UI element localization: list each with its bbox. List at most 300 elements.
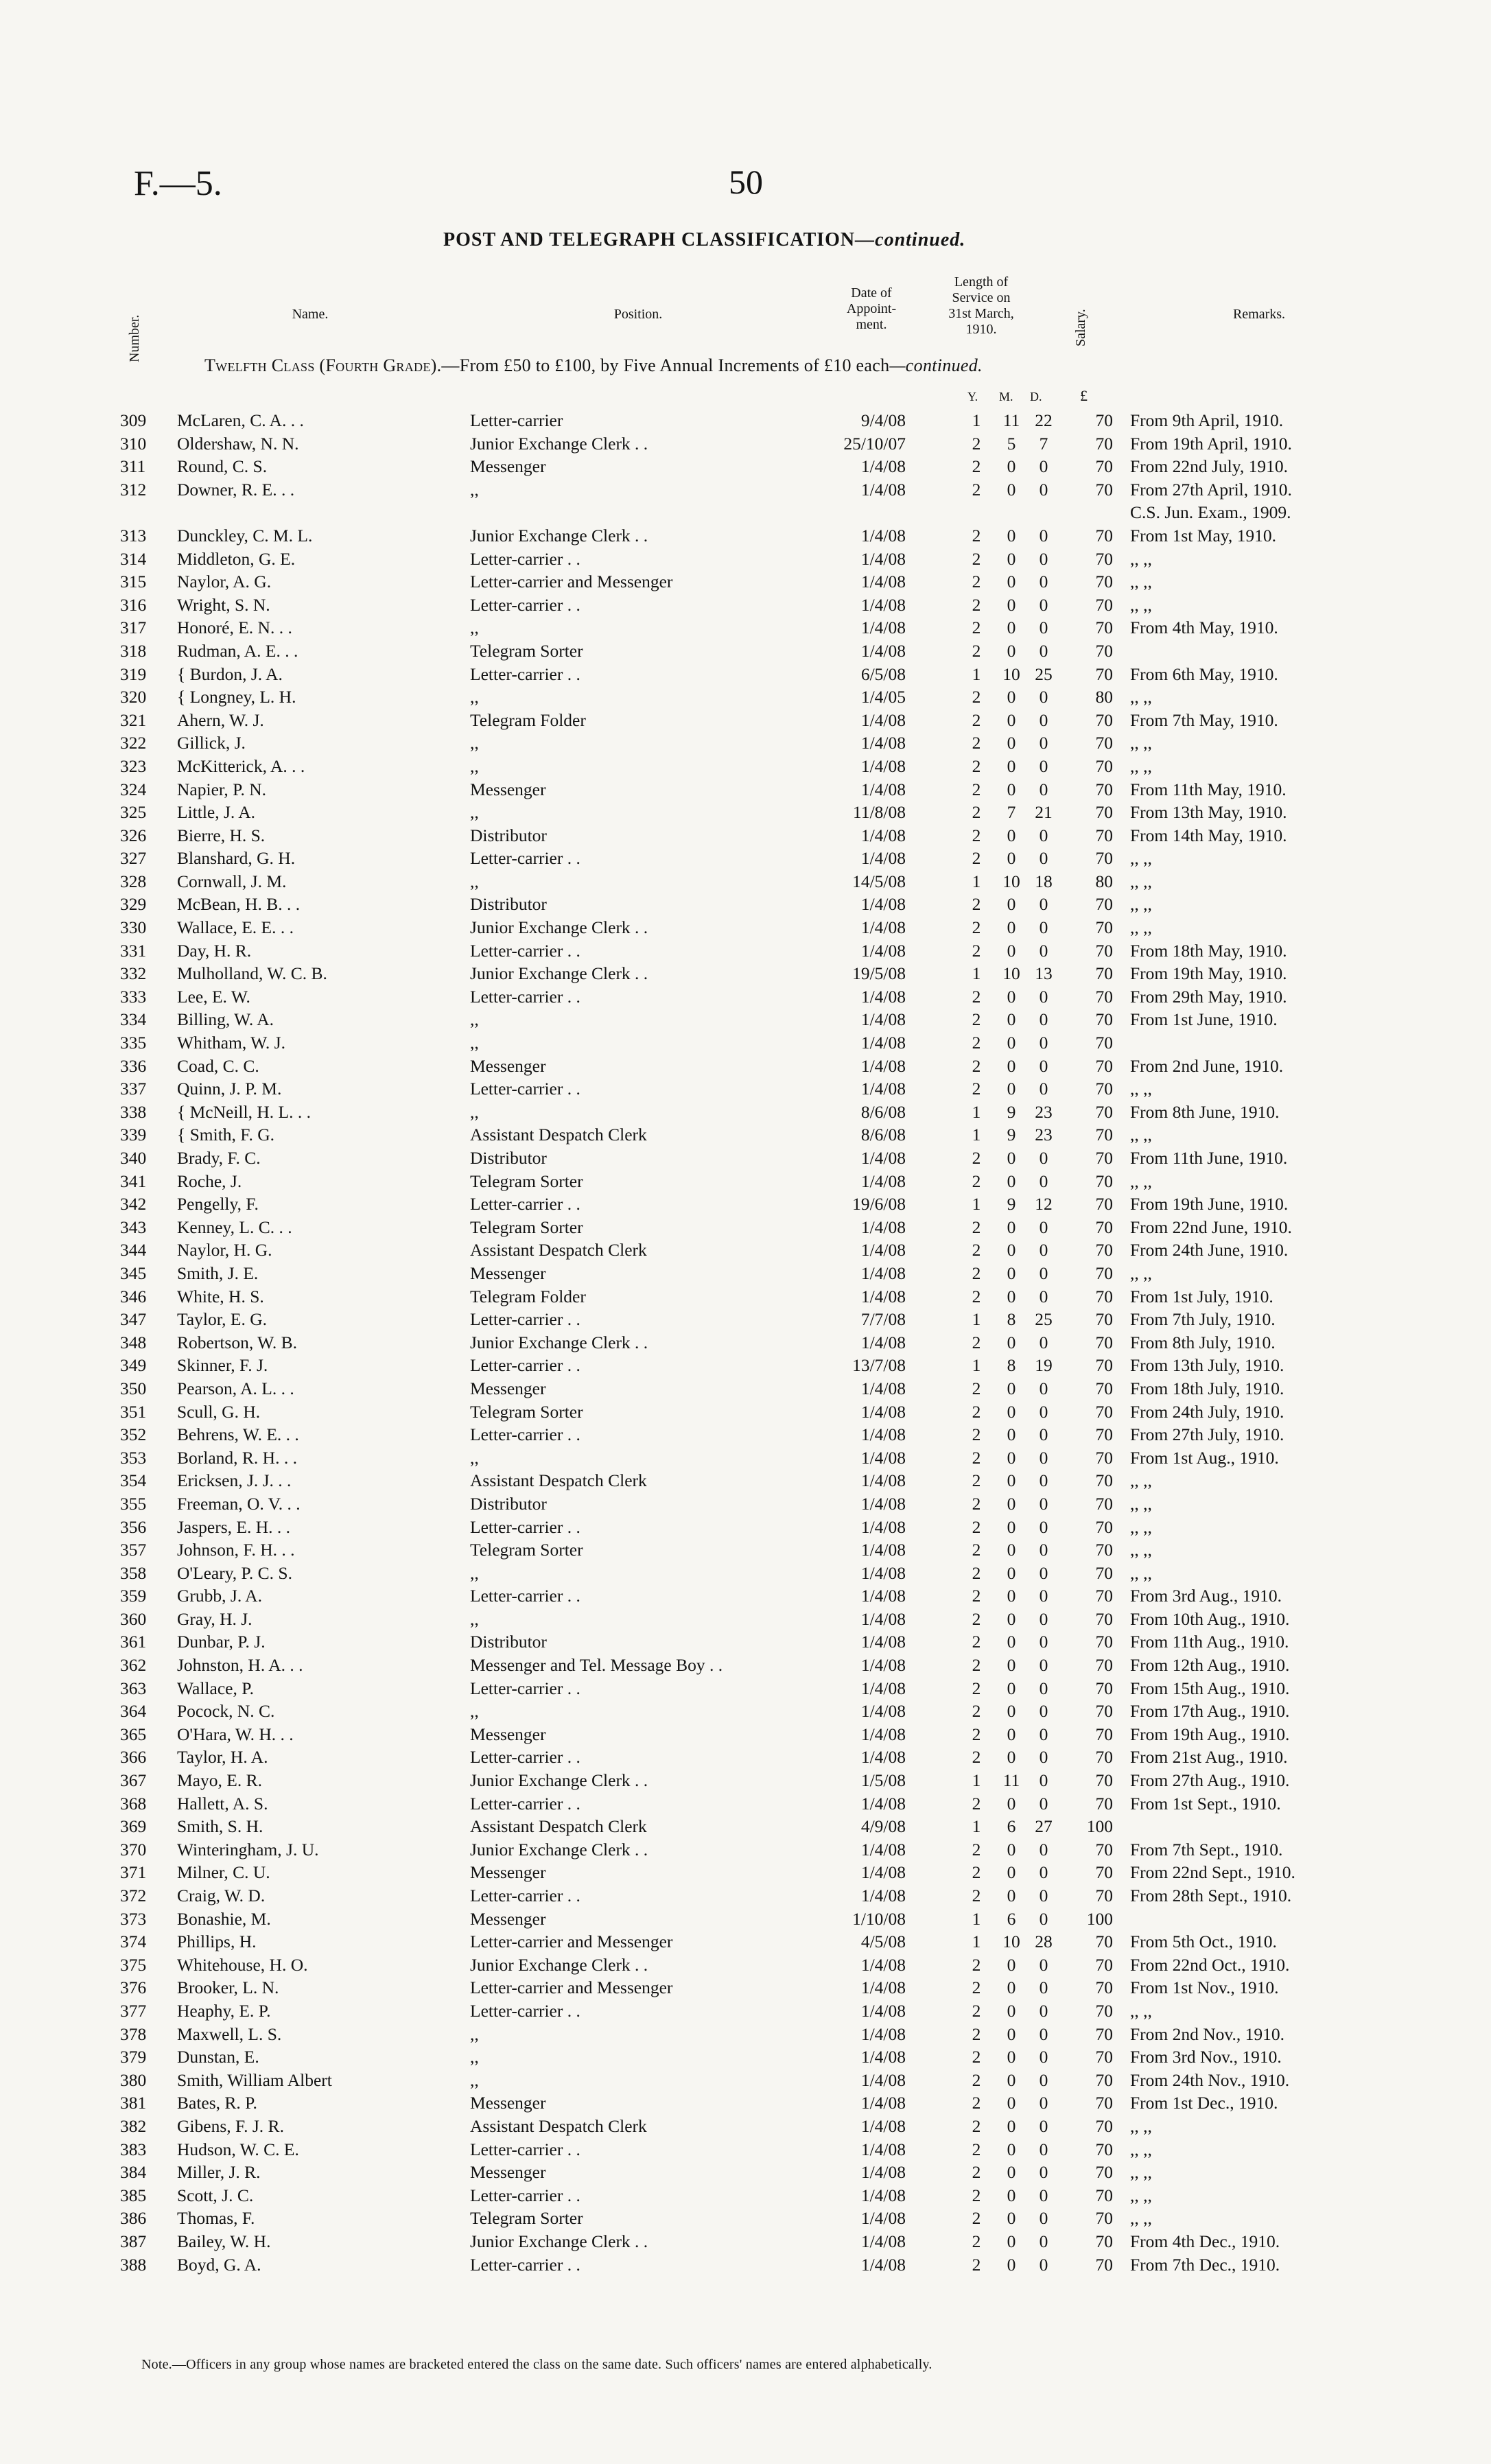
service-days: 13 [1035, 963, 1053, 984]
salary: 100 [1086, 1816, 1113, 1837]
service-months: 0 [1007, 1540, 1016, 1560]
service-days: 0 [1039, 1978, 1048, 1998]
row-number: 354 [120, 1470, 147, 1491]
appointment-date: 1/4/08 [860, 456, 906, 477]
service-years: 2 [972, 1263, 981, 1283]
unit-years: Y. [967, 390, 978, 403]
officer-name: Skinner, F. J. [177, 1355, 268, 1376]
row-number: 373 [120, 1908, 147, 1929]
table-row [110, 1009, 1400, 1033]
officer-position: ,, [470, 1033, 479, 1053]
service-years: 1 [972, 1770, 981, 1791]
remarks: ,, ,, [1130, 755, 1152, 776]
service-days: 0 [1039, 986, 1048, 1007]
row-number: 380 [120, 2069, 147, 2090]
appointment-date: 1/4/08 [860, 640, 906, 661]
remarks: From 2nd Nov., 1910. [1130, 2023, 1285, 2044]
officer-name: Robertson, W. B. [177, 1332, 297, 1352]
service-days: 0 [1039, 1240, 1048, 1260]
service-years: 2 [972, 1608, 981, 1629]
remarks: ,, ,, [1130, 2185, 1152, 2205]
table-row [110, 664, 1400, 688]
service-months: 9 [1007, 1125, 1016, 1145]
salary: 70 [1095, 640, 1113, 661]
salary: 70 [1095, 2093, 1113, 2113]
service-days: 0 [1039, 1908, 1048, 1929]
service-years: 2 [972, 2069, 981, 2090]
officer-position: Distributor [470, 825, 547, 845]
service-years: 2 [972, 1055, 981, 1076]
officer-position: Junior Exchange Clerk . . [470, 1954, 648, 1975]
officer-position: Letter-carrier . . [470, 1793, 580, 1814]
appointment-date: 1/4/08 [860, 825, 906, 845]
appointment-date: 1/4/08 [860, 1978, 906, 1998]
service-years: 2 [972, 1332, 981, 1352]
row-number: 314 [120, 548, 147, 569]
appointment-date: 1/4/08 [860, 2254, 906, 2275]
table-row [110, 825, 1400, 849]
table-row [110, 1378, 1400, 1402]
service-days: 0 [1039, 2208, 1048, 2229]
salary: 100 [1086, 1908, 1113, 1929]
service-days: 0 [1039, 2139, 1048, 2159]
salary: 70 [1095, 433, 1113, 454]
officer-position: Assistant Despatch Clerk [470, 1470, 647, 1491]
officer-position: Junior Exchange Clerk . . [470, 1770, 648, 1791]
appointment-date: 1/4/08 [860, 1401, 906, 1422]
officer-position: Messenger [470, 1055, 546, 1076]
officer-name: Phillips, H. [177, 1932, 257, 1952]
service-days: 0 [1039, 2185, 1048, 2205]
remarks: From 8th July, 1910. [1130, 1332, 1276, 1352]
service-months: 0 [1007, 709, 1016, 730]
officer-name: Pengelly, F. [177, 1194, 259, 1215]
table-row [110, 871, 1400, 895]
appointment-date: 1/4/08 [860, 1009, 906, 1030]
remarks: From 1st June, 1910. [1130, 1009, 1278, 1030]
remarks: From 22nd July, 1910. [1130, 456, 1288, 477]
row-number: 356 [120, 1516, 147, 1537]
column-header-position: Position. [613, 307, 663, 322]
remarks: From 8th June, 1910. [1130, 1101, 1280, 1122]
remarks: ,, ,, [1130, 1079, 1152, 1099]
service-months: 0 [1007, 1493, 1016, 1514]
page-id: F.—5. [134, 164, 222, 203]
salary: 70 [1095, 2254, 1113, 2275]
service-months: 0 [1007, 1171, 1016, 1191]
appointment-date: 13/7/08 [852, 1355, 906, 1376]
appointment-date: 1/4/08 [860, 1286, 906, 1306]
service-days: 0 [1039, 894, 1048, 915]
service-months: 0 [1007, 1724, 1016, 1744]
row-number: 358 [120, 1562, 147, 1583]
appointment-date: 1/4/08 [860, 1240, 906, 1260]
table-row [110, 1448, 1400, 1471]
table-row [110, 710, 1400, 734]
table-row [110, 2047, 1400, 2070]
officer-name: White, H. S. [177, 1286, 264, 1306]
officer-position: Distributor [470, 1493, 547, 1514]
salary: 70 [1095, 572, 1113, 592]
salary: 70 [1095, 1332, 1113, 1352]
officer-position: Messenger [470, 1724, 546, 1744]
row-number: 359 [120, 1586, 147, 1606]
remarks: ,, ,, [1130, 733, 1152, 753]
service-months: 0 [1007, 2093, 1016, 2113]
remarks: ,, ,, [1130, 1171, 1152, 1191]
service-years: 1 [972, 1101, 981, 1122]
officer-name: { Smith, F. G. [177, 1125, 274, 1145]
table-row [110, 1978, 1400, 2001]
appointment-date: 1/4/08 [860, 986, 906, 1007]
officer-position: Assistant Despatch Clerk [470, 2115, 647, 2136]
salary: 70 [1095, 1401, 1113, 1422]
service-years: 1 [972, 1932, 981, 1952]
officer-name: { Burdon, J. A. [177, 664, 283, 684]
officer-position: ,, [470, 1447, 479, 1468]
appointment-date: 1/4/08 [860, 1378, 906, 1398]
officer-position: ,, [470, 1562, 479, 1583]
service-months: 0 [1007, 733, 1016, 753]
remarks: ,, ,, [1130, 1562, 1152, 1583]
service-years: 1 [972, 664, 981, 684]
row-number: 351 [120, 1401, 147, 1422]
officer-position: ,, [470, 733, 479, 753]
service-years: 2 [972, 479, 981, 500]
row-number: 340 [120, 1148, 147, 1168]
service-months: 0 [1007, 1562, 1016, 1583]
footnote: Note.—Officers in any group whose names are bracketed entered the class on the same date. Such officers' names are entered alphabetically. [141, 2357, 932, 2372]
officer-name: Honoré, E. N. . . [177, 618, 292, 638]
table-row [110, 1402, 1400, 1425]
service-months: 0 [1007, 2115, 1016, 2136]
table-row [110, 733, 1400, 756]
service-years: 2 [972, 894, 981, 915]
service-months: 0 [1007, 1793, 1016, 1814]
remarks: From 2nd June, 1910. [1130, 1055, 1284, 1076]
service-years: 2 [972, 1793, 981, 1814]
row-number: 329 [120, 894, 147, 915]
row-number: 361 [120, 1632, 147, 1652]
service-years: 2 [972, 2185, 981, 2205]
table-row [110, 549, 1400, 572]
salary: 70 [1095, 410, 1113, 430]
service-months: 6 [1007, 1908, 1016, 1929]
service-months: 8 [1007, 1355, 1016, 1376]
service-days: 18 [1035, 871, 1053, 891]
service-days: 0 [1039, 1378, 1048, 1398]
officer-position: ,, [470, 1701, 479, 1722]
appointment-date: 1/4/08 [860, 1217, 906, 1237]
service-years: 2 [972, 1747, 981, 1768]
officer-name: Middleton, G. E. [177, 548, 296, 569]
remarks: ,, ,, [1130, 2208, 1152, 2229]
service-months: 6 [1007, 1816, 1016, 1837]
salary: 80 [1095, 871, 1113, 891]
salary: 70 [1095, 1562, 1113, 1583]
officer-position: Assistant Despatch Clerk [470, 1240, 647, 1260]
remarks: From 10th Aug., 1910. [1130, 1608, 1290, 1629]
officer-name: Boyd, G. A. [177, 2254, 261, 2275]
salary: 70 [1095, 1724, 1113, 1744]
service-months: 10 [1002, 963, 1020, 984]
officer-position: Junior Exchange Clerk . . [470, 917, 648, 938]
service-days: 0 [1039, 2047, 1048, 2067]
table-row [110, 1563, 1400, 1586]
service-years: 1 [972, 410, 981, 430]
officer-position: ,, [470, 755, 479, 776]
service-years: 2 [972, 640, 981, 661]
service-years: 2 [972, 709, 981, 730]
appointment-date: 1/4/08 [860, 1954, 906, 1975]
appointment-date: 1/4/08 [860, 1263, 906, 1283]
officer-position: Letter-carrier and Messenger [470, 1932, 673, 1952]
officer-position: ,, [470, 618, 479, 638]
service-years: 2 [972, 1954, 981, 1975]
service-days: 7 [1039, 433, 1048, 454]
table-row [110, 1862, 1400, 1886]
column-header-date [834, 285, 909, 333]
title-main: POST AND TELEGRAPH CLASSIFICATION [443, 229, 856, 250]
officer-name: Grubb, J. A. [177, 1586, 262, 1606]
service-days: 0 [1039, 1954, 1048, 1975]
table-row [110, 1470, 1400, 1494]
appointment-date: 1/4/08 [860, 1516, 906, 1537]
service-months: 0 [1007, 1839, 1016, 1859]
table-row [110, 1909, 1400, 1932]
officer-position: Messenger [470, 2162, 546, 2183]
service-days: 0 [1039, 1839, 1048, 1859]
row-number: 382 [120, 2115, 147, 2136]
service-days: 0 [1039, 2231, 1048, 2251]
row-number: 344 [120, 1240, 147, 1260]
table-row [110, 1194, 1400, 1217]
service-years: 1 [972, 871, 981, 891]
service-months: 0 [1007, 1240, 1016, 1260]
remarks: From 27th July, 1910. [1130, 1424, 1284, 1445]
service-years: 2 [972, 1701, 981, 1722]
appointment-date: 1/4/08 [860, 2093, 906, 2113]
table-row [110, 1816, 1400, 1840]
salary: 70 [1095, 1309, 1113, 1330]
service-months: 0 [1007, 1033, 1016, 1053]
service-days: 25 [1035, 664, 1053, 684]
remarks: From 24th June, 1910. [1130, 1240, 1289, 1260]
remarks: From 22nd Oct., 1910. [1130, 1954, 1290, 1975]
officer-name: Blanshard, G. H. [177, 848, 296, 869]
row-number: 388 [120, 2254, 147, 2275]
service-months: 0 [1007, 894, 1016, 915]
officer-name: Miller, J. R. [177, 2162, 261, 2183]
unit-pound: £ [1080, 387, 1088, 404]
salary: 70 [1095, 1701, 1113, 1722]
service-days: 0 [1039, 1608, 1048, 1629]
officer-name: Bonashie, M. [177, 1908, 271, 1929]
officer-name: Scull, G. H. [177, 1401, 261, 1422]
service-days: 0 [1039, 733, 1048, 753]
table-row [110, 756, 1400, 779]
service-months: 0 [1007, 2047, 1016, 2067]
row-number: 362 [120, 1655, 147, 1676]
appointment-date: 1/4/08 [860, 779, 906, 799]
officer-name: Bierre, H. S. [177, 825, 266, 845]
officer-position: Distributor [470, 894, 547, 915]
table-row [110, 1355, 1400, 1378]
service-months: 0 [1007, 1286, 1016, 1306]
row-number: 353 [120, 1447, 147, 1468]
table-row [110, 1333, 1400, 1356]
service-years: 2 [972, 548, 981, 569]
remarks: From 13th July, 1910. [1130, 1355, 1284, 1376]
service-years: 2 [972, 2093, 981, 2113]
remarks: From 5th Oct., 1910. [1130, 1932, 1277, 1952]
row-number: 360 [120, 1608, 147, 1629]
service-years: 2 [972, 572, 981, 592]
service-days: 0 [1039, 2069, 1048, 2090]
table-row [110, 1056, 1400, 1079]
salary: 70 [1095, 479, 1113, 500]
remarks: From 7th Dec., 1910. [1130, 2254, 1280, 2275]
appointment-date: 1/4/08 [860, 1079, 906, 1099]
officer-position: Letter-carrier . . [470, 594, 580, 615]
remarks: From 1st May, 1910. [1130, 525, 1276, 545]
row-number: 377 [120, 2000, 147, 2021]
remarks: ,, ,, [1130, 2162, 1152, 2183]
service-years: 2 [972, 2231, 981, 2251]
service-months: 0 [1007, 1701, 1016, 1722]
service-months: 0 [1007, 1332, 1016, 1352]
row-number: 335 [120, 1033, 147, 1053]
service-days: 0 [1039, 1586, 1048, 1606]
officer-name: Johnston, H. A. . . [177, 1655, 303, 1676]
service-years: 2 [972, 1424, 981, 1445]
service-days: 0 [1039, 848, 1048, 869]
row-number: 309 [120, 410, 147, 430]
officer-name: Napier, P. N. [177, 779, 267, 799]
table-row [110, 1932, 1400, 1955]
service-days: 0 [1039, 1747, 1048, 1768]
column-header-salary: Salary. [1073, 309, 1088, 347]
service-months: 0 [1007, 1401, 1016, 1422]
officer-name: Bailey, W. H. [177, 2231, 271, 2251]
table-row [110, 894, 1400, 917]
service-years: 2 [972, 2162, 981, 2183]
service-months: 0 [1007, 2023, 1016, 2044]
officer-position: Junior Exchange Clerk . . [470, 2231, 648, 2251]
service-days: 19 [1035, 1355, 1053, 1376]
row-number: 346 [120, 1286, 147, 1306]
salary: 70 [1095, 940, 1113, 961]
officer-position: ,, [470, 2023, 479, 2044]
service-days: 0 [1039, 2115, 1048, 2136]
service-days: 0 [1039, 1540, 1048, 1560]
service-months: 0 [1007, 1079, 1016, 1099]
remarks: From 22nd June, 1910. [1130, 1217, 1292, 1237]
table-row [110, 1794, 1400, 1817]
row-number: 370 [120, 1839, 147, 1859]
row-number: 379 [120, 2047, 147, 2067]
service-months: 0 [1007, 1886, 1016, 1905]
service-months: 0 [1007, 2139, 1016, 2159]
officer-position: ,, [470, 1009, 479, 1030]
row-number: 372 [120, 1886, 147, 1905]
salary: 70 [1095, 1194, 1113, 1215]
service-years: 2 [972, 802, 981, 823]
table-row [110, 572, 1400, 595]
officer-name: Little, J. A. [177, 802, 256, 823]
officer-name: Johnson, F. H. . . [177, 1540, 295, 1560]
remarks: From 19th April, 1910. [1130, 433, 1292, 454]
service-years: 2 [972, 594, 981, 615]
remarks: ,, ,, [1130, 1263, 1152, 1283]
table-row [110, 1632, 1400, 1655]
table-row [110, 2001, 1400, 2024]
salary: 70 [1095, 1793, 1113, 1814]
officer-name: Rudman, A. E. . . [177, 640, 298, 661]
salary: 70 [1095, 2115, 1113, 2136]
remarks: From 1st July, 1910. [1130, 1286, 1273, 1306]
column-header-number: Number. [127, 314, 142, 362]
service-header-line-2: Service on [952, 290, 1011, 305]
service-days: 0 [1039, 940, 1048, 961]
officer-name: McBean, H. B. . . [177, 894, 301, 915]
officer-name: Round, C. S. [177, 456, 268, 477]
appointment-date: 1/4/08 [860, 2047, 906, 2067]
officer-position: Letter-carrier [470, 410, 563, 430]
service-years: 2 [972, 917, 981, 938]
appointment-date: 1/4/08 [860, 755, 906, 776]
table-row [110, 802, 1400, 825]
remarks: ,, ,, [1130, 894, 1152, 915]
appointment-date: 1/4/08 [860, 709, 906, 730]
officer-name: Maxwell, L. S. [177, 2023, 282, 2044]
salary: 70 [1095, 986, 1113, 1007]
salary: 70 [1095, 1608, 1113, 1629]
salary: 70 [1095, 1424, 1113, 1445]
service-months: 0 [1007, 456, 1016, 477]
officer-name: Ericksen, J. J. . . [177, 1470, 292, 1491]
service-days: 0 [1039, 1217, 1048, 1237]
service-months: 0 [1007, 1632, 1016, 1652]
service-months: 0 [1007, 640, 1016, 661]
officer-name: Craig, W. D. [177, 1886, 266, 1905]
row-number: 367 [120, 1770, 147, 1791]
table-row [110, 848, 1400, 871]
service-days: 0 [1039, 2000, 1048, 2021]
officer-name: Dunckley, C. M. L. [177, 525, 313, 545]
service-days: 12 [1035, 1194, 1053, 1215]
service-years: 2 [972, 755, 981, 776]
service-months: 0 [1007, 594, 1016, 615]
service-years: 2 [972, 1447, 981, 1468]
service-months: 0 [1007, 1009, 1016, 1030]
salary: 70 [1095, 963, 1113, 984]
service-months: 0 [1007, 2208, 1016, 2229]
row-number: 334 [120, 1009, 147, 1030]
page-title [443, 229, 965, 251]
officer-position: Letter-carrier . . [470, 2139, 580, 2159]
officer-position: Distributor [470, 1148, 547, 1168]
salary: 70 [1095, 1678, 1113, 1698]
remarks: From 11th June, 1910. [1130, 1148, 1288, 1168]
row-number: 326 [120, 825, 147, 845]
officer-name: Smith, William Albert [177, 2069, 332, 2090]
service-years: 2 [972, 1171, 981, 1191]
table-row [110, 2255, 1400, 2278]
table-row [110, 917, 1400, 941]
officer-name: O'Leary, P. C. S. [177, 1562, 292, 1583]
appointment-date: 1/4/08 [860, 594, 906, 615]
